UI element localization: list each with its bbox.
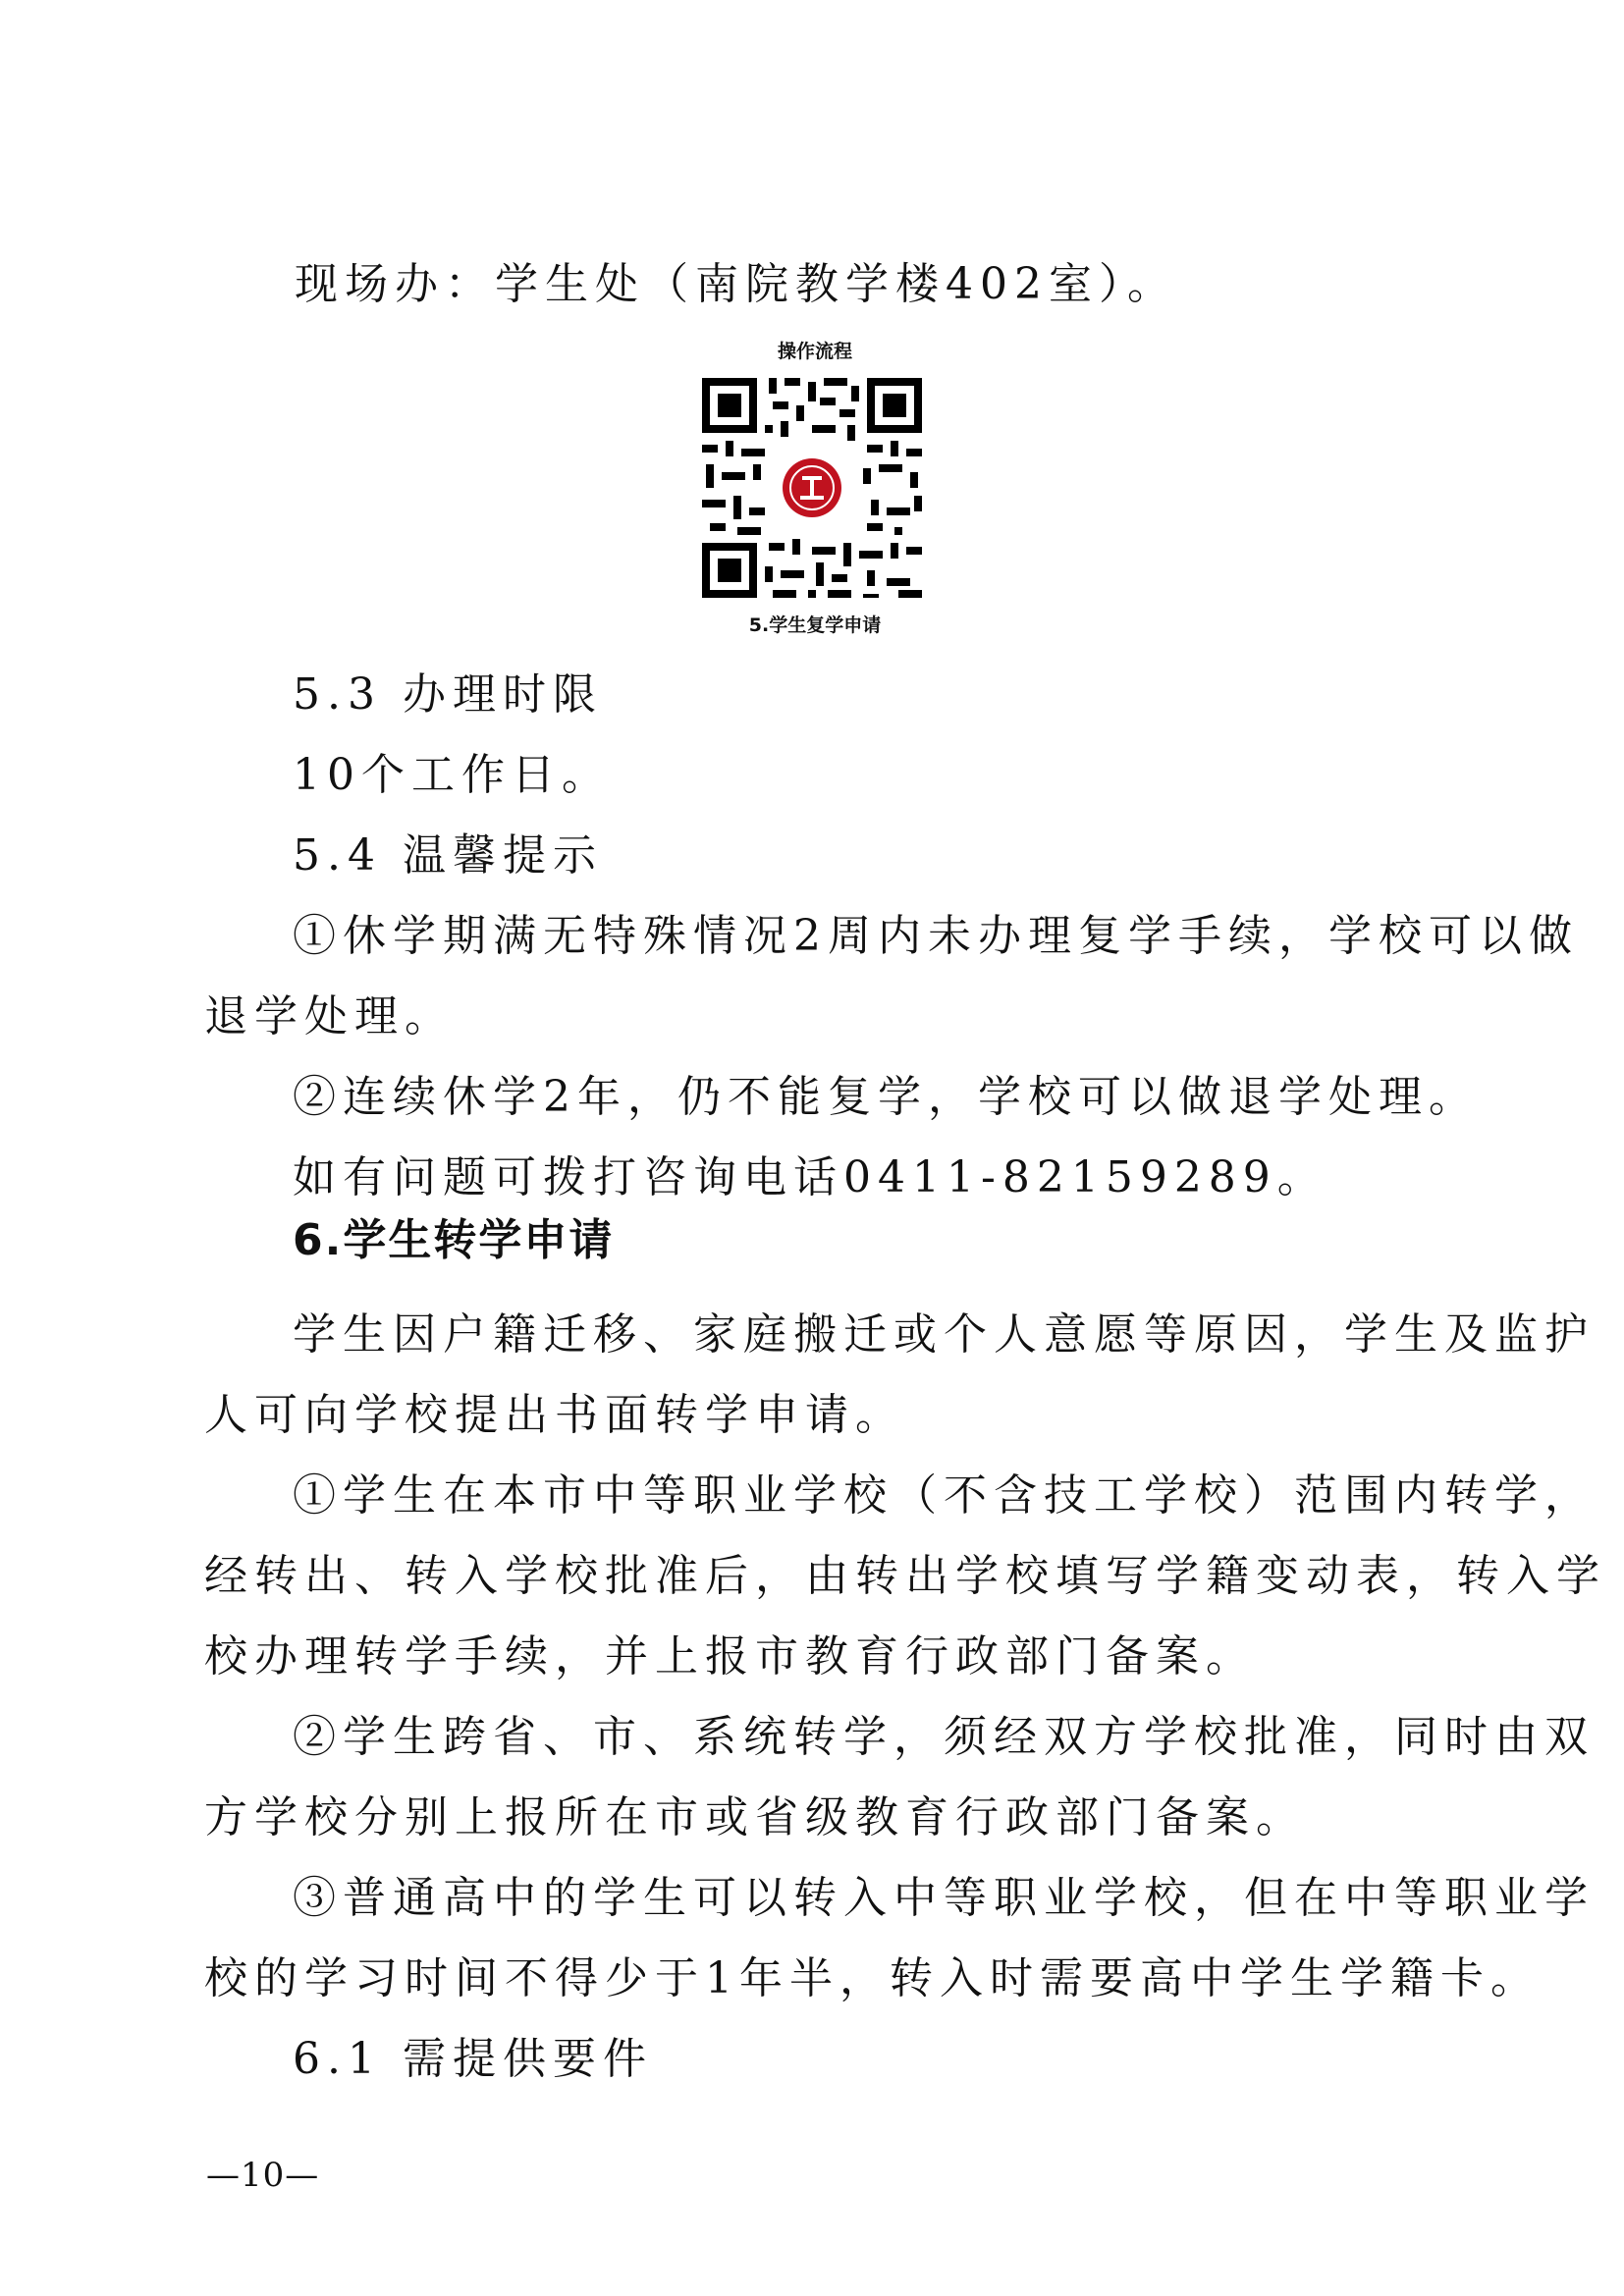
qr-caption-bottom: 5.学生复学申请 — [748, 614, 882, 636]
tip-1-line2: 退学处理。 — [204, 991, 455, 1041]
qr-code-graphic — [694, 370, 930, 606]
item-2-line2: 方学校分别上报所在市或省级教育行政部门备案。 — [204, 1792, 1306, 1842]
section-5-4-title: 5.4 温馨提示 — [293, 830, 603, 881]
hotline-text: 如有问题可拨打咨询电话0411-82159289。 — [293, 1152, 1327, 1202]
item-2-line1: ②学生跨省、市、系统转学，须经双方学校批准，同时由双 — [293, 1712, 1595, 1762]
section-6-1-title: 6.1 需提供要件 — [293, 2034, 653, 2084]
qr-code-icon[interactable] — [694, 370, 930, 606]
page-number: —10— — [206, 2156, 320, 2195]
section-5-3-title: 5.3 办理时限 — [293, 669, 603, 720]
item-3-line1: ③普通高中的学生可以转入中等职业学校，但在中等职业学 — [293, 1873, 1595, 1923]
section-5-3-body: 10个工作日。 — [293, 750, 612, 800]
intro-line1: 学生因户籍迁移、家庭搬迁或个人意愿等原因，学生及监护 — [293, 1309, 1595, 1360]
section-6-title: 6.学生转学申请 — [293, 1215, 615, 1265]
item-3-line2: 校的学习时间不得少于1年半，转入时需要高中学生学籍卡。 — [204, 1953, 1541, 2003]
intro-line2: 人可向学校提出书面转学申请。 — [204, 1390, 905, 1440]
tip-1-line1: ①休学期满无特殊情况2周内未办理复学手续，学校可以做 — [293, 911, 1579, 961]
item-1-line2: 经转出、转入学校批准后，由转出学校填写学籍变动表，转入学 — [204, 1551, 1606, 1601]
qr-caption-top: 操作流程 — [777, 341, 852, 362]
onsite-office-text: 现场办：学生处（南院教学楼402室）。 — [295, 259, 1177, 309]
tip-2: ②连续休学2年，仍不能复学，学校可以做退学处理。 — [293, 1072, 1479, 1122]
item-1-line3: 校办理转学手续，并上报市教育行政部门备案。 — [204, 1631, 1256, 1682]
item-1-line1: ①学生在本市中等职业学校（不含技工学校）范围内转学， — [293, 1470, 1595, 1521]
